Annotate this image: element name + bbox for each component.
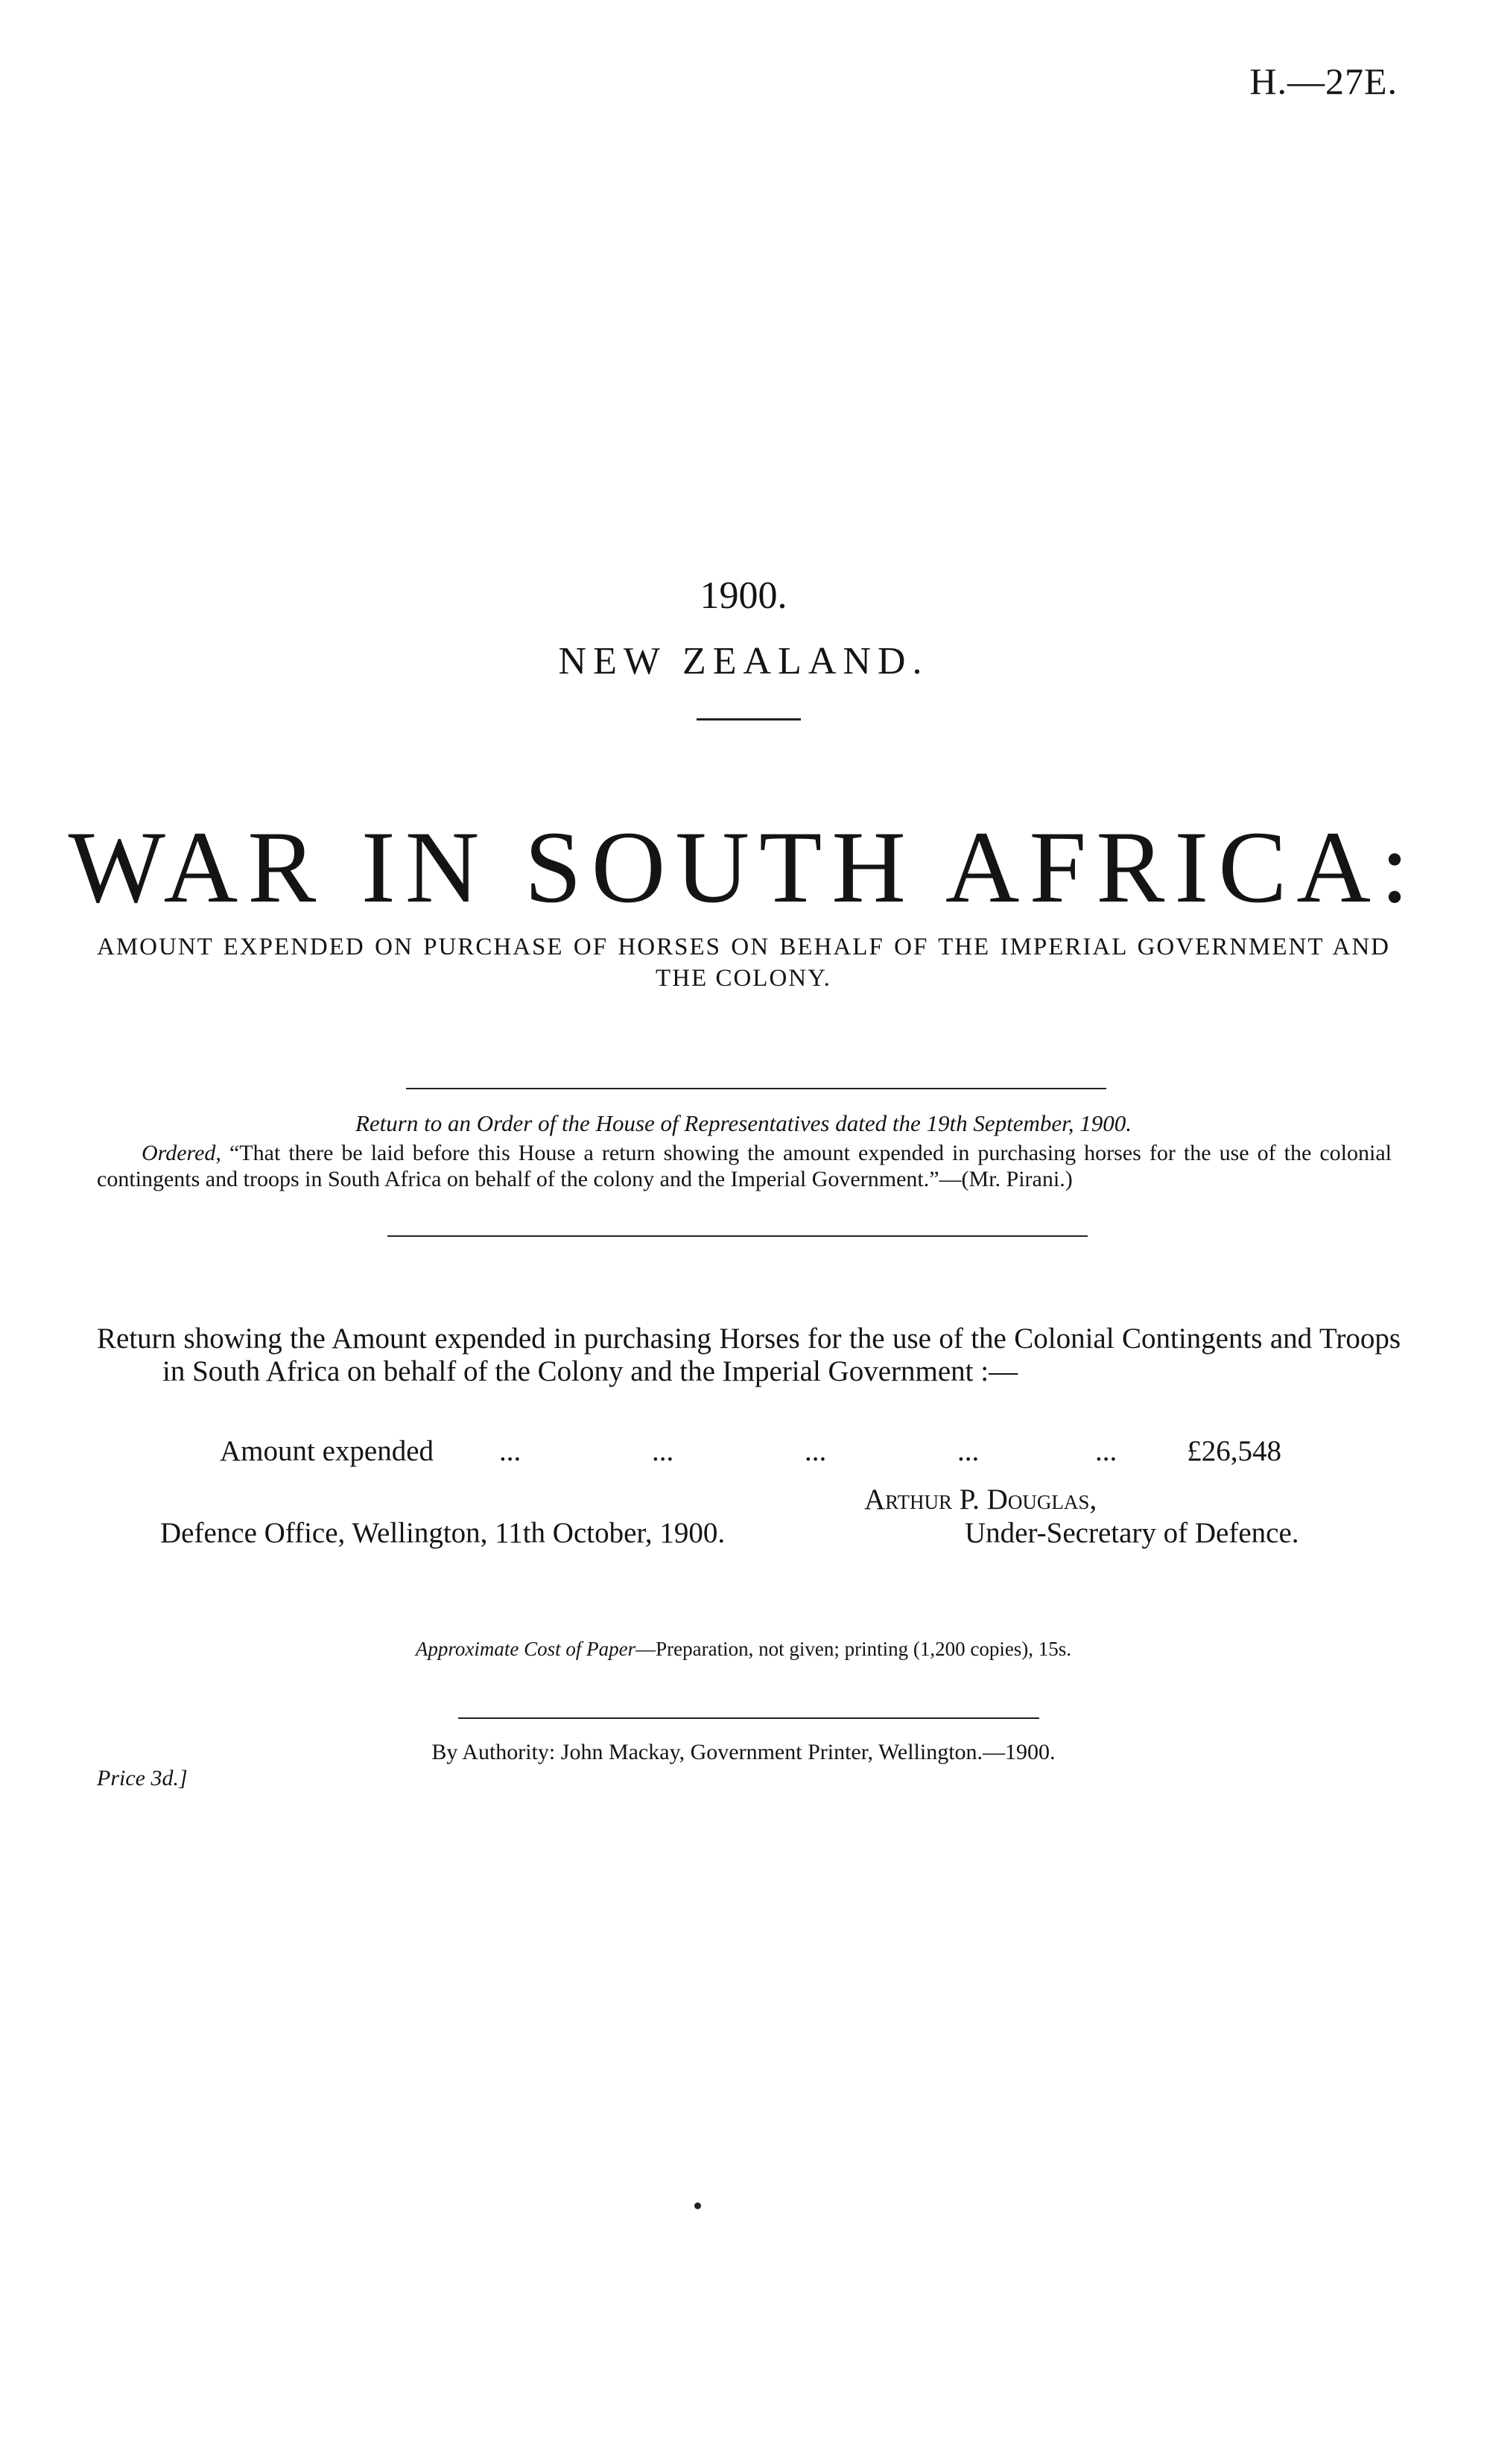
divider-bottom bbox=[387, 1235, 1088, 1237]
divider-short bbox=[697, 718, 801, 720]
document-reference: H.—27E. bbox=[1249, 60, 1398, 102]
leader-dots: ... bbox=[957, 1435, 980, 1467]
divider-top bbox=[406, 1088, 1106, 1089]
signatory-title: Under-Secretary of Defence. bbox=[965, 1517, 1299, 1549]
leader-dots: ... bbox=[499, 1435, 521, 1467]
cost-text: —Preparation, not given; printing (1,200 copies), 15s. bbox=[635, 1638, 1072, 1660]
main-title: WAR IN SOUTH AFRICA: bbox=[68, 810, 1419, 924]
leader-dots: ... bbox=[652, 1435, 674, 1467]
country: NEW ZEALAND. bbox=[558, 640, 929, 682]
leader-dots: ... bbox=[805, 1435, 827, 1467]
return-paragraph: Return showing the Amount expended in purchasing Horses for the use of the Colonial Contingents and Troops in South Africa on behalf of the Colony and the Imperial Government :— bbox=[97, 1323, 1401, 1387]
signatory-name: Arthur P. Douglas, bbox=[864, 1483, 1097, 1516]
order-return-line: Return to an Order of the House of Representatives dated the 19th September, 1900. bbox=[355, 1110, 1132, 1136]
subtitle: AMOUNT EXPENDED ON PURCHASE OF HORSES ON BEHALF OF THE IMPERIAL GOVERNMENT AND THE COLONY. bbox=[97, 934, 1390, 992]
cost-line bbox=[0, 1638, 1487, 1661]
ordered-label: Ordered, bbox=[142, 1141, 221, 1165]
ordered-paragraph bbox=[97, 1140, 1392, 1192]
leader-dots: ... bbox=[1095, 1435, 1117, 1467]
ordered-text: “That there be laid before this House a return showing the amount expended in purchasing horses for the use of the colonial contingents and troops in South Africa on behalf of the colony and the Imperial Government.”—(Mr. Pirani.) bbox=[97, 1141, 1392, 1191]
bullet-mark bbox=[694, 2202, 701, 2209]
year: 1900. bbox=[700, 574, 787, 617]
amount-value: £26,548 bbox=[1187, 1435, 1281, 1467]
amount-label: Amount expended bbox=[220, 1435, 434, 1467]
printer-authority: By Authority: John Mackay, Government Printer, Wellington.—1900. bbox=[431, 1740, 1056, 1764]
price: Price 3d.] bbox=[97, 1766, 188, 1790]
cost-label: Approximate Cost of Paper bbox=[415, 1638, 636, 1660]
amount-row bbox=[220, 1434, 1281, 1468]
divider-footer bbox=[458, 1717, 1039, 1719]
office-date: Defence Office, Wellington, 11th October, 1900. bbox=[160, 1517, 726, 1549]
